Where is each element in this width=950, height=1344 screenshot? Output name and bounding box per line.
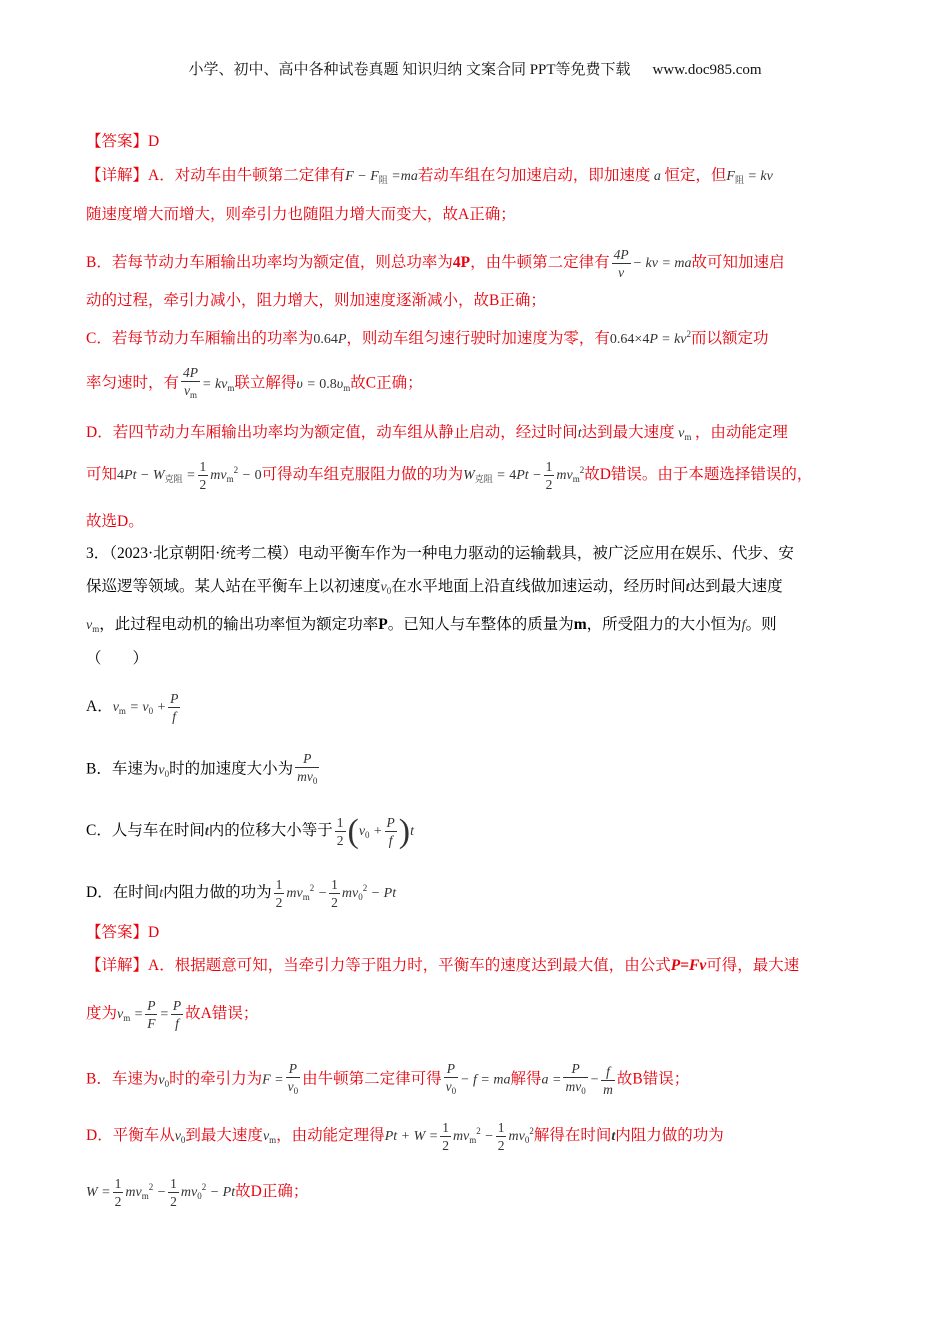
formula: $mv_0^2 - Pt$ (180, 1182, 236, 1202)
formula: W = (86, 1185, 111, 1201)
text: 内阻力做的功为 (163, 884, 272, 902)
text: B．车速为 (86, 1070, 159, 1088)
formula: $F - F_阻 =ma$ (345, 169, 418, 185)
text: C．人与车在时间 (86, 822, 205, 840)
text: 3．（2023·北京朝阳·统考二模）电动平衡车作为一种电力驱动的运输载具，被广泛应用在娱乐、代步、安 (86, 545, 794, 562)
text: 动的过程，牵引力减小，阻力增大，则加速度逐渐减小，故B正确； (86, 292, 546, 309)
text: 4P (452, 254, 471, 272)
text: 【详解】A．根据题意可知，当牵引力等于阻力时，平衡车的速度达到最大值，由公式 (86, 957, 671, 974)
q2-answer (86, 131, 870, 153)
fraction: $\frac{1}{2}$ (275, 877, 283, 910)
text: 由牛顿第二定律可得 (302, 1070, 442, 1088)
text: 到最大速度 (185, 1127, 263, 1145)
fraction: $\frac{1}{2}$ (545, 459, 553, 492)
fraction: $\frac{P}{v_0}$ (287, 1061, 299, 1096)
formula: $0.64\times 4P = kv^2$ (609, 329, 692, 347)
q2-detail-line-2 (86, 204, 870, 226)
q3-stem-line-4 (86, 648, 870, 670)
q3-answer (86, 922, 870, 944)
text: m (573, 616, 587, 633)
text: t (577, 426, 582, 441)
text: A． (86, 698, 113, 716)
q2-detail-line-4 (86, 290, 870, 312)
text: 故D错误。由于本题选择错误的， (584, 466, 813, 484)
fraction: $\frac{1}{2}$ (199, 459, 207, 492)
q3-stem-line-3 (86, 614, 870, 640)
q2-detail-line-5 (86, 323, 870, 351)
text: P=Fv (670, 957, 707, 974)
paren: ) (398, 812, 411, 850)
fraction: $\frac{P}{v_0}$ (445, 1061, 457, 1096)
option-a (86, 690, 870, 725)
fraction: $\frac{1}{2}$ (442, 1120, 449, 1153)
fraction: $\frac{1}{2}$ (497, 1120, 505, 1153)
text: 若动车组在匀加速启动，即加速度 (417, 167, 651, 184)
text: ，由动能定理 (694, 424, 788, 441)
formula: − kv = ma (632, 256, 692, 272)
header-text: 小学、初中、高中各种试卷真题 知识归纳 文案合同 PPT等免费下载 (188, 62, 631, 78)
text: 解得在时间 (533, 1127, 612, 1145)
formula: = (159, 1007, 169, 1023)
q2-detail-line-6 (86, 364, 870, 404)
text: 率匀速时，有 (86, 374, 180, 392)
fraction: $\frac{1}{2}$ (336, 815, 344, 848)
text: ，由动能定理得 (276, 1127, 385, 1145)
text: 故C正确； (350, 374, 423, 392)
fraction: $\frac{P}{f}$ (172, 998, 182, 1031)
text: t (685, 580, 690, 595)
text: t (611, 1129, 616, 1145)
fraction: $\frac{1}{2}$ (331, 877, 338, 910)
text: B．若每节动力车厢输出功率均为额定值，则总功率为 (86, 254, 453, 272)
formula: $mv_m^2$ (556, 465, 585, 485)
formula: $v_0$ (158, 1072, 170, 1089)
formula: $mv_m^2$ − (286, 883, 328, 903)
formula: $v_0$ (158, 762, 170, 779)
text: f (741, 618, 746, 633)
q3-detail-line-1 (86, 955, 870, 977)
fraction: $\frac{1}{2}$ (170, 1176, 177, 1209)
formula: $mv_0^2$ (508, 1126, 534, 1146)
header-site: www.doc985.com (652, 62, 762, 78)
text: 而以额定功 (691, 330, 769, 347)
text: 保巡逻等领域。某人站在平衡车上以初速度 (86, 578, 381, 595)
q2-detail-line-8 (86, 458, 870, 493)
text: B．车速为 (86, 760, 159, 778)
fraction: $\frac{4P}{v_m}$ (183, 365, 199, 400)
q3-stem-line-1 (86, 543, 870, 565)
formula: $mv_m^2$ − (452, 1126, 494, 1146)
text: ，则动车组匀速行驶时加速度为零，有 (346, 330, 610, 347)
text: t (204, 824, 209, 840)
answer-label: 【答案】D (86, 924, 160, 941)
fraction: $\frac{4P}{v}$ (613, 247, 629, 280)
text: 可知 (86, 466, 118, 484)
text: 达到最大速度 (689, 578, 783, 595)
text: D．若四节动力车厢输出功率均为额定值，动车组从静止启动，经过时间 (86, 424, 578, 441)
text: D．平衡车从 (86, 1127, 175, 1145)
q2-detail-line-9 (86, 511, 870, 533)
formula: $v_m$ (674, 426, 692, 442)
text: 【详解】A．对动车由牛顿第二定律有 (86, 167, 346, 184)
page-header (0, 58, 950, 79)
formula: $mv_0^2 - Pt$ (341, 883, 397, 903)
formula: a (650, 169, 665, 184)
formula: t (410, 824, 414, 840)
text: 故D正确； (235, 1183, 309, 1201)
text: D．在时间 (86, 884, 160, 902)
formula: $v_m = v_0$ + (112, 700, 167, 717)
fraction: $\frac{P}{F}$ (147, 998, 156, 1031)
text: 。已知人与车整体的质量为 (387, 616, 574, 633)
formula: 0.64P (313, 332, 347, 347)
formula: = $kv_m$ (202, 376, 235, 393)
text: 达到最大速度 (581, 424, 675, 441)
q2-detail-line-1 (86, 165, 870, 191)
fraction: $\frac{P}{f}$ (386, 815, 395, 848)
formula: $4Pt - W_{克阻}$ = (117, 468, 196, 485)
formula: $mv_m^2 - 0$ (210, 465, 262, 485)
formula: − f = ma (460, 1072, 511, 1088)
fraction: $\frac{1}{2}$ (114, 1176, 122, 1209)
text: 在水平地面上沿直线做加速运动，经历时间 (391, 578, 686, 595)
formula: $v_m$ (262, 1129, 277, 1146)
q3-detail-line-4 (86, 1119, 870, 1154)
formula: $W_{克阻} = 4Pt$ − (463, 468, 542, 485)
text: 内阻力做的功为 (615, 1127, 724, 1145)
formula: $v_m$ (86, 618, 100, 634)
formula: − (589, 1072, 600, 1088)
text: 内的位移大小等于 (208, 822, 333, 840)
text: 时的牵引力为 (169, 1070, 263, 1088)
text: 可得，最大速 (706, 957, 800, 974)
text: C．若每节动力车厢输出的功率为 (86, 330, 314, 347)
formula: $\upsilon = 0.8\upsilon_m$ (296, 376, 351, 393)
fraction: $\frac{f}{m}$ (603, 1063, 613, 1097)
answer-label: 【答案】D (86, 133, 160, 150)
text: 随速度增大而增大，则牵引力也随阻力增大而变大，故A正确； (86, 206, 516, 223)
formula: F = (262, 1072, 284, 1088)
q3-detail-line-3 (86, 1060, 870, 1100)
option-b (86, 750, 870, 790)
text: ，此过程电动机的输出功率恒为额定功率 (99, 616, 379, 633)
formula: $v_0$ + (358, 824, 383, 841)
text: 故B错误； (616, 1070, 690, 1088)
formula: Pt + W = (384, 1129, 439, 1145)
formula: $v_m$ = (117, 1007, 144, 1024)
option-d (86, 876, 870, 911)
text: t (159, 886, 164, 902)
option-c (86, 814, 870, 849)
text: 度为 (86, 1005, 118, 1023)
text: 时的加速度大小为 (169, 760, 294, 778)
formula: $v_0$ (174, 1129, 186, 1146)
formula: $v_0$ (380, 580, 392, 596)
text: 可得动车组克服阻力做的功为 (261, 466, 464, 484)
formula: $mv_m^2$ − (125, 1182, 167, 1202)
text: ，所受阻力的大小恒为 (586, 616, 742, 633)
q2-detail-line-7 (86, 422, 870, 448)
text: 解得 (510, 1070, 542, 1088)
text: 联立解得 (234, 374, 297, 392)
text: ，由牛顿第二定律有 (470, 254, 610, 272)
text: P (378, 616, 388, 633)
q3-detail-line-5 (86, 1175, 870, 1210)
paren: ( (347, 812, 359, 850)
formula: a = (541, 1072, 562, 1088)
text: 故可知加速启 (691, 254, 785, 272)
formula: $F_阻$ = kv (726, 169, 773, 185)
text: 恒定，但 (664, 167, 727, 184)
fraction: $\frac{P}{mv_0}$ (297, 751, 318, 786)
text: 故A错误； (185, 1005, 259, 1023)
fraction: $\frac{P}{mv_0}$ (565, 1061, 586, 1096)
fraction: $\frac{P}{f}$ (170, 691, 179, 724)
q3-detail-line-2 (86, 997, 870, 1032)
text: （ ） (86, 650, 149, 667)
q3-stem-line-2 (86, 576, 870, 602)
text: 故选D。 (86, 513, 144, 530)
text: 。则 (745, 616, 777, 633)
q2-detail-line-3 (86, 246, 870, 281)
